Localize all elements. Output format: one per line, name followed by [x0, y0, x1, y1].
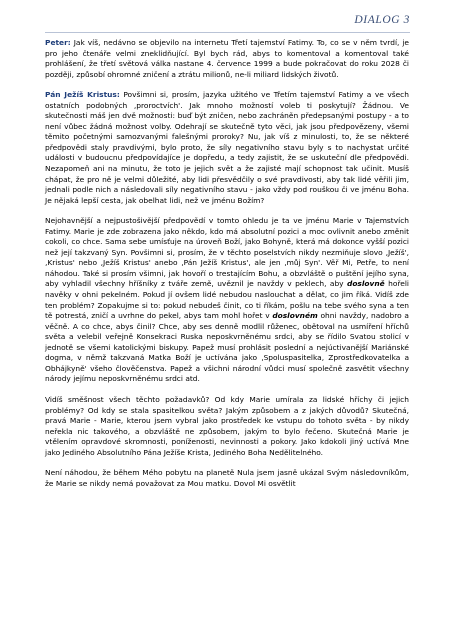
paragraph-text: Jak víš, nedávno se objevilo na internetu Třetí tajemství Fatimy. To, co se v něm tvrdí, je pro jeho čtenáře velmi zneklidňující. Byl bych rád, abys to komentoval a komentoval také prohlášení, že třetí světová válka nastane 4. července 1999 a bude pokračovat do roku 2028 či později, způsobí ohromné zničení a ztrátu milionů, ne-li miliard lidských životů.: [45, 38, 409, 79]
paragraph-fatima-marie: [45, 216, 409, 385]
paragraph-peter-question: [45, 38, 409, 80]
paragraph-text: Povšimni si, prosím, jazyka užitého ve Třetím tajemství Fatimy a ve všech ostatních podobných ‚proroctvích'. Jak mnoho možností voleb ti poskytují? Žádnou. Ve skutečnosti máš jen dvě možnosti: buď být zničen, nebo zachráněn předepsanými postupy - a to není vůbec žádná možnost volby. Odehrají se skutečně tyto věci, jak jsou předpovězeny, všemi těmito početnými samozvanými falešnými proroky? Nu, jak víš z minulosti, to, že se některé předpovědi staly pravdivými, bylo proto, že síly negativního stavu byly s to nachystat určité události v budoucnu předpovídajíce je dopředu, a tedy zajistit, že se uskuteční dle předpovědi. Nezapomeň ani na minutu, že toto je jejich svět a že zajisté mají schopnost tak učinit. Musíš chápat, že pro ně je velmi důležité, aby lidi přesvědčily o své pravdivosti, aby tak lidé věřili jim, jednali podle nich a následovali síly negativního stavu - jako vždy pod rouškou či ve jménu Boha. Je nějaká lepší cesta, jak obelhat lidi, než ve jménu Božím?: [45, 90, 409, 205]
page-header: [45, 6, 410, 33]
paragraph-text: Není náhodou, že během Mého pobytu na planetě Nula jsem jasně ukázal Svým následovníkům, že Marie se nikdy nemá považovat za Mou matku. Dovol Mi osvětlit: [45, 468, 409, 488]
document-body: [45, 38, 409, 499]
speaker-label: Peter:: [45, 38, 71, 47]
paragraph-text: Vidíš směšnost všech těchto požadavků? Od kdy Marie umírala za lidské hříchy či jejich problémy? Od kdy se stala spasitelkou světa? Jakým způsobem a z jakých důvodů? Skutečná, pravá Marie - Marie, kterou jsem vybral jako prostředek ke vstupu do tohoto světa - by nikdy neřekla nic takového, a obzvláště ne způsobem, jakým to bylo řečeno. Skutečná Marie je vtělením opravdové skromnosti, poníženosti, nevinnosti a pokory. Jako kdokoli jiný uctívá Mne jako Jediného Absolutního Pána Ježíše Krista, Jediného Boha Nedělitelného.: [45, 394, 409, 457]
paragraph-planet-zero: [45, 468, 409, 489]
paragraph-jesus-answer: [45, 90, 409, 206]
paragraph-true-marie: [45, 395, 409, 458]
header-title: DIALOG 3: [354, 14, 410, 26]
emphasis-text: doslovném: [272, 311, 318, 321]
paragraph-text: Nejohavnější a nejpustošivější předpovědí v tomto ohledu je ta ve jménu Marie v Tajemstvích Fatimy. Marie je zde zobrazena jako někdo, kdo má absolutní pozici a moc ovlivnit anebo změnit cokoli, co chce. Sama sebe umísťuje na úroveň Boží, jako Bohyně, která má dokonce vyšší pozici než její takzvaný Syn. Povšimni si, prosím, že v těchto poselstvích nikdy nezmiňuje slovo ‚Ježíš', ‚Kristus' nebo ‚Ježíš Kristus' anebo ‚Pán Ježíš Kristus', ale jen ‚můj Syn'. Věř Mi, Petře, to není náhodou. Také si prosím všimni, jak hovoří o trestajícím Bohu, a obzvláště o puštění jejího syna, aby vyhladil všechny hříšníky z tváře země, uvěznil je navždy v peklech, aby: [45, 216, 409, 289]
speaker-label: Pán Ježíš Kristus:: [45, 90, 120, 100]
paragraph-text: hořeli navěky v ohni pekelném. Pokud jí ovšem lidé nebudou naslouchat a dělat, co jim říká. Vidíš zde ten problém? Zopakujme si to: pokud nebudeš činit, co ti říkám, pošlu na tebe svého syna a ten tě potrestá, zničí a uvrhne do pekel, abys tam mohl hořet v: [45, 279, 410, 321]
paragraph-text: ohni navždy, nadobro a věčně. A co chce, abys činil? Chce, aby ses denně modlil růženec, obětoval na usmíření hříchů světa a velebil veřejně Konsekraci Ruska neposkvrněnému srdci, aby se řídilo Svatou stolicí v jednotě se všemi katolickými biskupy. Papež musí prohlásit poslední a nejúctivanější Mariánské dogma, v němž takzvaná Matka Boží je uctívána jako ‚Spoluspasitelka, Zprostředkovatelka a Obhájkyně' všeho člověčenstva. Papež a všichni národní vůdci musí společně zasvětit všechny národy jejímu neposkvrněnému srdci atd.: [45, 311, 409, 384]
emphasis-text: doslovně: [347, 279, 385, 289]
